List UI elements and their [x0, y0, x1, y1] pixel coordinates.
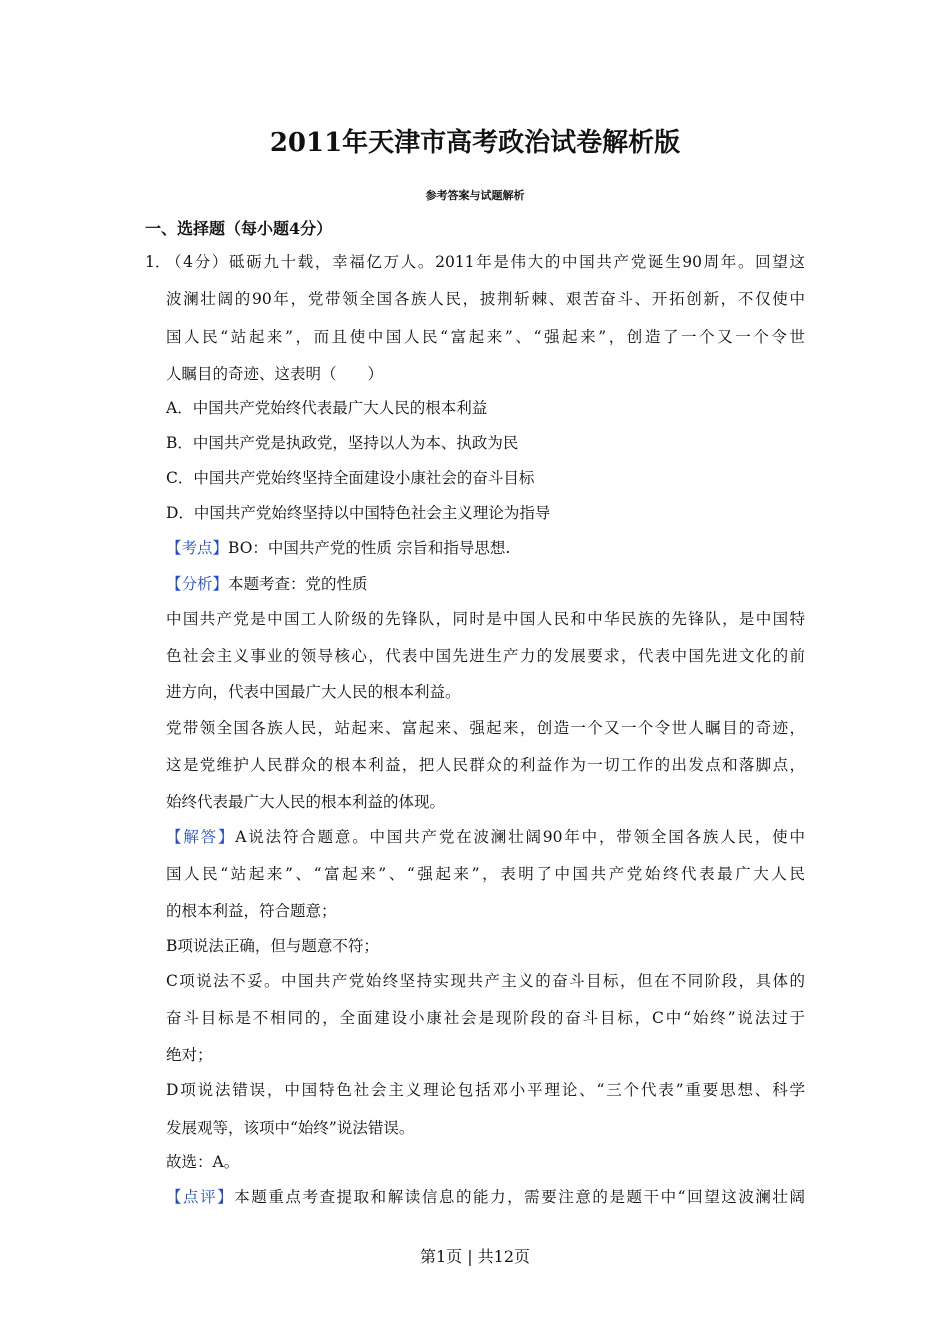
jieda-text: A说法符合题意。中国共产党在波澜壮阔90年中，带领全国各族人民，使中 — [235, 828, 805, 846]
solution-text: 发展观等，该项中“始终”说法错误。 — [166, 1119, 415, 1137]
solution-line — [166, 936, 805, 956]
answer-option — [166, 468, 534, 488]
option-a: A．中国共产党始终代表最广大人民的根本利益 — [166, 399, 488, 417]
question-line — [166, 289, 805, 309]
solution-text: 的根本利益，符合题意； — [166, 902, 337, 920]
analysis-text: 党带领全国各族人民，站起来、富起来、强起来，创造一个又一个令世人瞩目的奇迹， — [166, 719, 805, 737]
option-d: D．中国共产党始终坚持以中国特色社会主义理论为指导 — [166, 504, 551, 522]
solution-line — [166, 1080, 805, 1100]
kaodian-text: BO：中国共产党的性质 宗旨和指导思想. — [228, 539, 511, 557]
dianping-text: 本题重点考查提取和解读信息的能力，需要注意的是题干中“回望这波澜壮阔 — [234, 1188, 805, 1206]
question-text: 国人民“站起来”，而且使中国人民“富起来”、“强起来”，创造了一个又一个令世 — [166, 328, 805, 346]
dianping-label: 【点评】 — [166, 1188, 235, 1206]
solution-line — [166, 864, 805, 884]
analysis-text: 始终代表最广大人民的根本利益的体现。 — [166, 793, 446, 811]
jieda-line — [166, 827, 805, 847]
question-line — [166, 364, 805, 384]
solution-text: C项说法不妥。中国共产党始终坚持实现共产主义的奋斗目标，但在不同阶段，具体的 — [166, 972, 805, 990]
solution-line — [166, 1118, 805, 1138]
analysis-line — [166, 718, 805, 738]
answer-option — [166, 398, 487, 418]
answer-option — [166, 433, 518, 453]
solution-text: B项说法正确，但与题意不符； — [166, 937, 379, 955]
analysis-line — [166, 646, 805, 666]
question-number-line — [145, 252, 171, 272]
jieda-label: 【解答】 — [166, 828, 236, 846]
analysis-text: 这是党维护人民群众的根本利益，把人民群众的利益作为一切工作的出发点和落脚点， — [166, 756, 805, 774]
solution-line — [166, 971, 805, 991]
page-footer: 第1页 | 共12页 — [419, 1247, 531, 1266]
analysis-line — [166, 682, 805, 702]
analysis-text: 色社会主义事业的领导核心，代表中国先进生产力的发展要求，代表中国先进文化的前 — [166, 647, 805, 665]
question-text: （4分）砥砺九十载，幸福亿万人。2011年是伟大的中国共产党诞生90周年。回望这 — [166, 253, 805, 271]
kaodian-line — [166, 538, 510, 558]
dianping-line — [166, 1187, 805, 1207]
solution-text: 故选：A。 — [166, 1153, 240, 1171]
solution-text: 奋斗目标是不相同的，全面建设小康社会是现阶段的奋斗目标，C中“始终”说法过于 — [166, 1009, 805, 1027]
fenxi-line — [166, 574, 368, 594]
solution-line — [166, 1152, 805, 1172]
solution-line — [166, 1008, 805, 1028]
analysis-line — [166, 609, 805, 629]
solution-text: D项说法错误，中国特色社会主义理论包括邓小平理论、“三个代表”重要思想、科学 — [166, 1081, 805, 1099]
question-text: 波澜壮阔的90年，党带领全国各族人民，披荆斩棘、艰苦奋斗、开拓创新，不仅使中 — [166, 290, 805, 308]
analysis-text: 进方向，代表中国最广大人民的根本利益。 — [166, 683, 461, 701]
document-subtitle: 参考答案与试题解析 — [425, 189, 525, 202]
analysis-text: 中国共产党是中国工人阶级的先锋队，同时是中国人民和中华民族的先锋队，是中国特 — [166, 610, 805, 628]
kaodian-label: 【考点】 — [166, 539, 229, 557]
fenxi-text: 本题考查：党的性质 — [228, 575, 368, 593]
analysis-line — [166, 755, 805, 775]
solution-text: 国人民“站起来”、“富起来”、“强起来”，表明了中国共产党始终代表最广大人民 — [166, 865, 805, 883]
document-title: 2011年天津市高考政治试卷解析版 — [269, 128, 681, 158]
solution-text: 绝对； — [166, 1046, 213, 1064]
section-heading: 一、选择题（每小题4分） — [145, 219, 333, 238]
question-number: 1． — [145, 253, 171, 271]
question-line — [166, 327, 805, 347]
fenxi-label: 【分析】 — [166, 575, 229, 593]
question-line — [166, 252, 805, 272]
question-text: 人瞩目的奇迹、这表明（ ） — [166, 365, 384, 383]
option-c: C．中国共产党始终坚持全面建设小康社会的奋斗目标 — [166, 469, 535, 487]
solution-line — [166, 1045, 805, 1065]
solution-line — [166, 901, 805, 921]
option-b: B．中国共产党是执政党，坚持以人为本、执政为民 — [166, 434, 519, 452]
answer-option — [166, 503, 550, 523]
analysis-line — [166, 792, 805, 812]
